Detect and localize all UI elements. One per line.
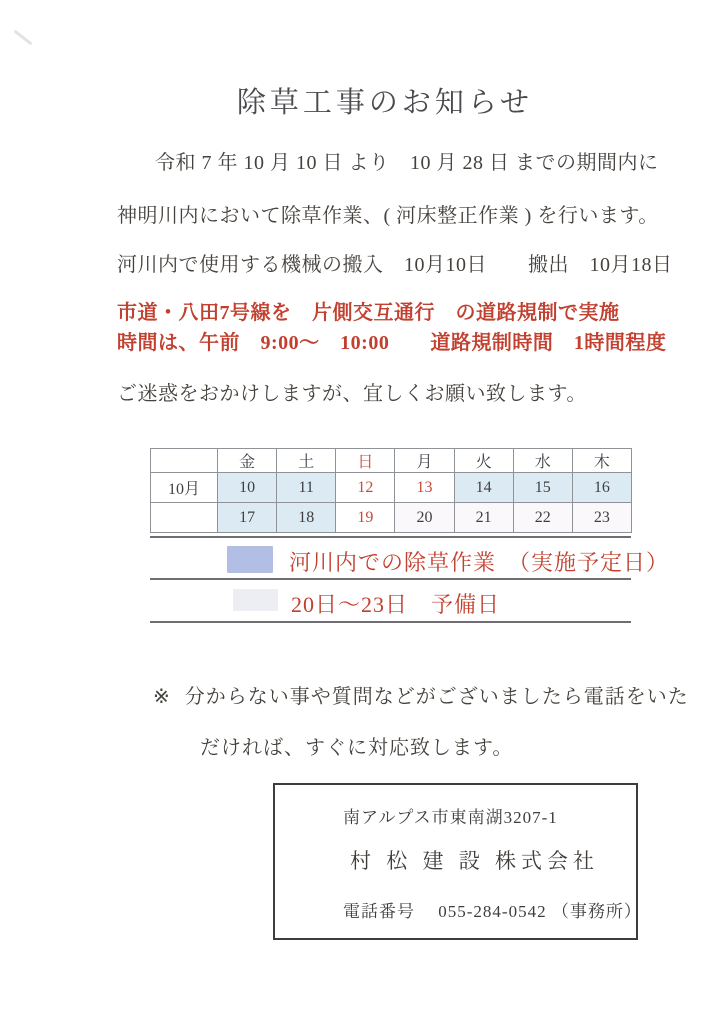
calendar-day-cell: 22	[513, 503, 572, 533]
legend-divider-top	[150, 536, 631, 538]
calendar-week1-row	[151, 473, 632, 503]
calendar-day-header-sunday: 日	[336, 449, 395, 473]
calendar-day-cell: 23	[572, 503, 631, 533]
calendar-day-header: 木	[572, 449, 631, 473]
calendar-day-cell: 17	[218, 503, 277, 533]
calendar-day-cell: 16	[572, 473, 631, 503]
company-name: 村 松 建 設 株式会社	[350, 849, 599, 873]
calendar-empty-cell	[151, 503, 218, 533]
machinery-dates-line: 河川内で使用する機械の搬入 10月10日 搬出 10月18日	[117, 254, 673, 276]
calendar-month-label: 10月	[151, 473, 218, 503]
regulation-time-line: 時間は、午前 9:00～ 10:00 道路規制時間 1時間程度	[117, 332, 667, 354]
legend-row2-text: 20日～23日 予備日	[291, 592, 501, 617]
calendar-table	[150, 448, 632, 533]
calendar-day-cell: 19	[336, 503, 395, 533]
company-phone: 電話番号 055-284-0542 （事務所）	[343, 902, 642, 921]
calendar-day-cell: 12	[336, 473, 395, 503]
legend-divider-bottom	[150, 621, 631, 623]
calendar-day-cell: 18	[277, 503, 336, 533]
company-info-box	[273, 783, 642, 940]
legend-row1-text: 河川内での除草作業 （実施予定日）	[289, 550, 670, 575]
scan-artifact	[13, 30, 32, 46]
contact-note-line1	[153, 680, 689, 709]
calendar-day-header: 水	[513, 449, 572, 473]
calendar-week2-row	[151, 503, 632, 533]
apology-line: ご迷惑をおかけしますが、宜しくお願い致します。	[117, 383, 587, 405]
calendar-day-cell: 21	[454, 503, 513, 533]
contact-note-text1: 分からない事や質問などがございましたら電話をいた	[184, 686, 689, 708]
work-description-line: 神明川内において除草作業、( 河床整正作業 ) を行います。	[117, 205, 659, 227]
calendar-day-header: 月	[395, 449, 454, 473]
company-address: 南アルプス市東南湖3207-1	[343, 808, 558, 827]
calendar-day-cell: 20	[395, 503, 454, 533]
legend-blue-swatch	[227, 546, 273, 573]
legend-faded-swatch	[233, 589, 278, 611]
calendar-day-header: 土	[277, 449, 336, 473]
calendar-day-cell: 13	[395, 473, 454, 503]
reference-mark: ※	[153, 686, 171, 708]
road-regulation-line: 市道・八田7号線を 片側交互通行 の道路規制で実施	[117, 302, 620, 324]
calendar-header-row	[151, 449, 632, 473]
page-title: 除草工事のお知らせ	[236, 87, 534, 119]
calendar-day-cell: 11	[277, 473, 336, 503]
calendar-day-cell: 10	[218, 473, 277, 503]
calendar-day-cell: 15	[513, 473, 572, 503]
calendar-day-header: 金	[218, 449, 277, 473]
calendar-corner-cell	[151, 449, 218, 473]
legend-divider-middle	[150, 578, 631, 580]
calendar-day-header: 火	[454, 449, 513, 473]
calendar-day-cell: 14	[454, 473, 513, 503]
period-line: 令和 7 年 10 月 10 日 より 10 月 28 日 までの期間内に	[155, 152, 659, 174]
contact-note-line2: だければ、すぐに対応致します。	[200, 737, 514, 759]
